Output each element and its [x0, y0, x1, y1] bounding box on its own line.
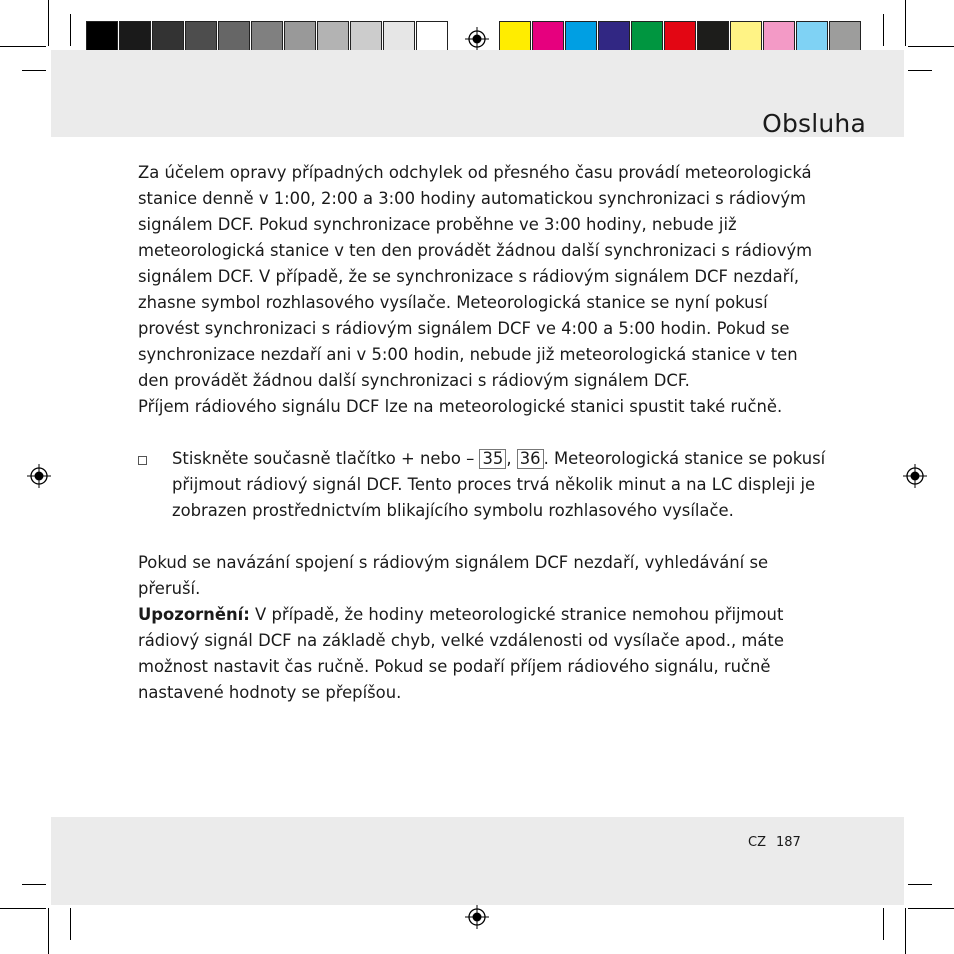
paragraph-search-abort: Pokud se navázání spojení s rádiovým signálem DCF nezdaří, vyhledávání se přeruší. [138, 553, 769, 598]
crop-mark [48, 908, 49, 954]
crop-mark [883, 14, 884, 46]
crop-mark [70, 908, 71, 940]
crop-mark [48, 0, 49, 46]
note-label: Upozornění: [138, 605, 250, 624]
instruction-text-end: . Meteorologická stanice se pokusí přijmout rádiový signál DCF. Tento proces trvá několik minut a na LC displeji je zobrazen prostřednictvím blikajícího symbolu rozhlasového vysílače. [172, 449, 826, 520]
crop-mark [908, 884, 932, 885]
checkbox-bullet-icon [138, 456, 147, 465]
reference-number: 35 [479, 449, 506, 469]
color-swatch [251, 21, 283, 53]
registration-mark-icon [465, 905, 489, 929]
crop-mark [908, 70, 932, 71]
color-swatch [86, 21, 118, 53]
crop-mark [0, 908, 46, 909]
registration-mark-icon [27, 464, 51, 488]
color-swatch [383, 21, 415, 53]
color-swatch [664, 21, 696, 53]
body-text [138, 160, 828, 706]
color-swatch [763, 21, 795, 53]
color-swatch [565, 21, 597, 53]
color-swatch [730, 21, 762, 53]
color-swatch [284, 21, 316, 53]
page-title: Obsluha [762, 108, 866, 138]
page-number: 187 [775, 835, 801, 850]
note-text: V případě, že hodiny meteorologické stranice nemohou přijmout rádiový signál DCF na základě chyb, velké vzdálenosti od vysílače apod., máte možnost nastavit čas ručně. Pokud se podaří příjem rádiového signálu, ručně nastavené hodnoty se přepíšou. [138, 605, 784, 702]
color-swatch [185, 21, 217, 53]
header-band [51, 50, 904, 137]
color-swatch [829, 21, 861, 53]
color-swatch [631, 21, 663, 53]
color-swatch [218, 21, 250, 53]
registration-mark-icon [465, 27, 489, 51]
color-swatch [416, 21, 448, 53]
reference-number: 36 [517, 449, 544, 469]
footer-band [51, 817, 904, 905]
color-swatch [152, 21, 184, 53]
crop-mark [905, 908, 906, 954]
paragraph-synchronization: Za účelem opravy případných odchylek od přesného času provádí meteorologická stanice denně v 1:00, 2:00 a 3:00 hodiny automatickou synchronizaci s rádiovým signálem DCF. Pokud synchronizace proběhne ve 3:00 hodiny, nebude již meteorologická stanice v ten den provádět žádnou další synchronizaci s rádiovým signálem DCF. V případě, že se synchronizace s rádiovým signálem DCF nezdaří, zhasne symbol rozhlasového vysílače. Meteorologická stanice se nyní pokusí provést synchronizaci s rádiovým signálem DCF ve 4:00 a 5:00 hodin. Pokud se synchronizace nezdaří ani v 5:00 hodin, nebude již meteorologická stanice v ten den provádět žádnou další synchronizaci s rádiovým signálem DCF. [138, 163, 813, 390]
crop-mark [70, 14, 71, 46]
crop-mark [22, 884, 46, 885]
color-swatch [697, 21, 729, 53]
crop-mark [883, 908, 884, 940]
instruction-item [138, 446, 828, 524]
note-paragraph [138, 602, 828, 706]
crop-mark [905, 0, 906, 46]
color-swatch [532, 21, 564, 53]
language-code: CZ [748, 835, 766, 850]
crop-mark [0, 46, 46, 47]
color-swatch [598, 21, 630, 53]
color-swatch [119, 21, 151, 53]
crop-mark [908, 46, 954, 47]
instruction-text-start: Stiskněte současně tlačítko + nebo – [172, 449, 480, 468]
registration-mark-icon [903, 464, 927, 488]
color-swatch [350, 21, 382, 53]
crop-mark [908, 908, 954, 909]
color-swatch [796, 21, 828, 53]
color-swatch [499, 21, 531, 53]
separator: , [506, 449, 517, 468]
page-footer [748, 835, 801, 850]
crop-mark [22, 70, 46, 71]
color-swatch [317, 21, 349, 53]
paragraph-manual-start: Příjem rádiového signálu DCF lze na meteorologické stanici spustit také ručně. [138, 397, 783, 416]
